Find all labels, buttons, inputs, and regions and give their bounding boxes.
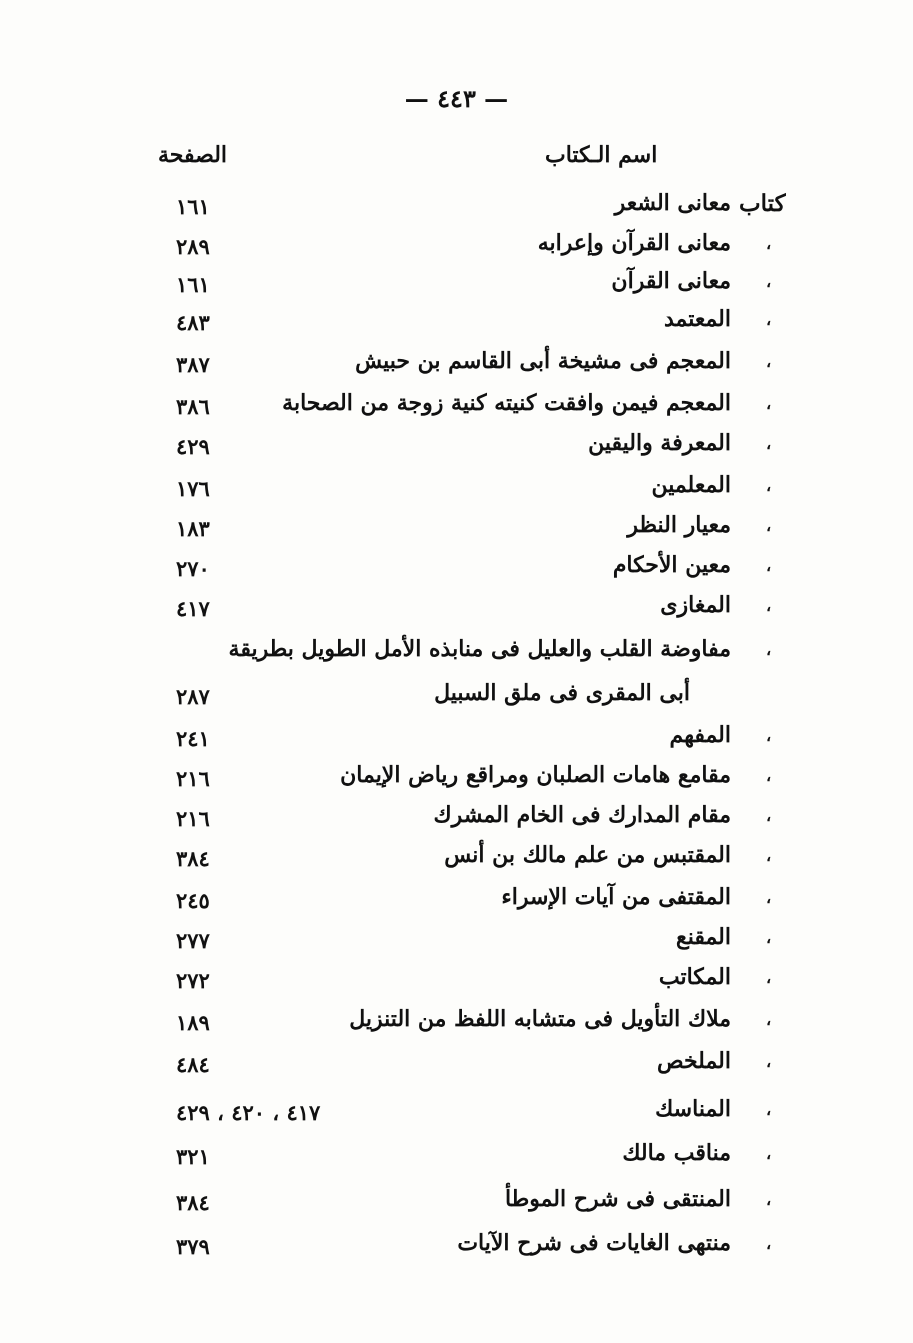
list-item [0,1186,913,1222]
entry-title: منتهى الغايات فى شرح الآيات [457,1230,731,1256]
entry-title: المقتفى من آيات الإسراء [501,884,731,910]
list-item [0,230,913,266]
entry-title: المفهم [669,722,731,748]
list-item [0,512,913,548]
entry-title: معانى الشعر [614,190,731,216]
list-item [0,1048,913,1084]
list-item [0,802,913,838]
ditto-marker: ، [766,888,772,907]
list-item [0,592,913,628]
ditto-marker: ، [766,1100,772,1119]
ditto-marker: ، [766,476,772,495]
entry-title: المكاتب [658,964,731,990]
page-reference: ٤٢٩ [176,434,210,459]
column-header-page: الصفحة [158,142,228,168]
page-reference: ٣٨٧ [176,352,210,377]
entry-title: المعتمد [663,306,731,332]
ditto-marker: ، [766,640,772,659]
page-reference: ٢٨٧ [176,684,210,709]
list-item [0,884,913,920]
ditto-marker: ، [766,272,772,291]
entry-title: معين الأحكام [612,552,731,578]
page-reference: ١٦١ [176,194,210,219]
ditto-marker: ، [766,726,772,745]
page-reference: ٤٨٤ [176,1052,210,1077]
page-reference: ٤٨٣ [176,310,210,335]
ditto-marker: ، [766,516,772,535]
entry-title: معانى القرآن [611,268,731,294]
page-reference: ٣٨٦ [176,394,210,419]
ditto-marker: ، [766,434,772,453]
list-item [0,722,913,758]
page-reference: ٢١٦ [176,806,210,831]
page-reference: ٢٧٢ [176,968,210,993]
page-number: — ٤٤٣ — [404,84,509,113]
page-reference: ٤١٧ ، ٤٢٠ ، ٤٢٩ [176,1100,321,1125]
entry-title: معانى القرآن وإعرابه [537,230,731,256]
page-reference: ١٦١ [176,272,210,297]
list-item [0,306,913,342]
entry-title: المعرفة واليقين [588,430,731,456]
ditto-marker: ، [766,806,772,825]
list-item [0,924,913,960]
entry-title: مفاوضة القلب والعليل فى منابذه الأمل الطويل بطريقة [228,636,731,662]
list-item [0,1096,913,1132]
page-reference: ٢٤١ [176,726,210,751]
ditto-marker: ، [766,394,772,413]
list-item [0,348,913,384]
ditto-marker: ، [766,1052,772,1071]
ditto-marker: ، [766,596,772,615]
page-reference: ٢١٦ [176,766,210,791]
entry-title: المعلمين [651,472,731,498]
page-reference: ٢٧٠ [176,556,210,581]
ditto-marker: ، [766,846,772,865]
entry-title: ملاك التأويل فى متشابه اللفظ من التنزيل [349,1006,731,1032]
ditto-marker: ، [766,1010,772,1029]
page-reference: ٣٨٤ [176,846,210,871]
list-item [0,1230,913,1266]
ditto-marker: ، [766,234,772,253]
ditto-marker: ، [766,968,772,987]
page-reference: ٤١٧ [176,596,210,621]
page-reference: ٣٧٩ [176,1234,210,1259]
ditto-marker: ، [766,1144,772,1163]
ditto-marker: ، [766,1190,772,1209]
list-item [0,472,913,508]
entry-title: المعجم فى مشيخة أبى القاسم بن حبيش [355,348,731,374]
entry-title: الملخص [657,1048,731,1074]
entry-prefix: كتاب [739,190,786,217]
ditto-marker: ، [766,352,772,371]
entry-title: المقنع [675,924,731,950]
ditto-marker: ، [766,310,772,329]
entry-title: المناسك [655,1096,731,1122]
list-item [0,1140,913,1176]
page-reference: ١٧٦ [176,476,210,501]
list-item [0,268,913,304]
list-item [0,190,913,226]
page-reference: ٢٤٥ [176,888,210,913]
entry-title: مقامع هامات الصلبان ومراقع رياض الإيمان [340,762,731,788]
list-item [0,430,913,466]
entry-title-continuation: أبى المقرى فى ملق السبيل [434,680,690,706]
entry-title: معيار النظر [627,512,731,538]
entry-title: المعجم فيمن وافقت كنيته كنية زوجة من الصحابة [282,390,731,416]
entry-title: المنتقى فى شرح الموطأ [505,1186,731,1212]
ditto-marker: ، [766,928,772,947]
ditto-marker: ، [766,766,772,785]
ditto-marker: ، [766,556,772,575]
list-item [0,552,913,588]
page-reference: ١٨٣ [176,516,210,541]
page-reference: ٢٧٧ [176,928,210,953]
list-item [0,964,913,1000]
page-reference: ٣٢١ [176,1144,210,1169]
list-item [0,1006,913,1042]
entry-title: مناقب مالك [622,1140,731,1166]
list-item [0,842,913,878]
entry-title: المغازى [660,592,731,618]
entry-title: المقتبس من علم مالك بن أنس [444,842,731,868]
list-item [0,390,913,426]
list-item [0,762,913,798]
column-header-title: اسم الـكتاب [545,142,658,168]
list-item [0,636,913,709]
page-reference: ٣٨٤ [176,1190,210,1215]
entry-title: مقام المدارك فى الخام المشرك [433,802,731,828]
ditto-marker: ، [766,1234,772,1253]
page-reference: ٢٨٩ [176,234,210,259]
page-reference: ١٨٩ [176,1010,210,1035]
